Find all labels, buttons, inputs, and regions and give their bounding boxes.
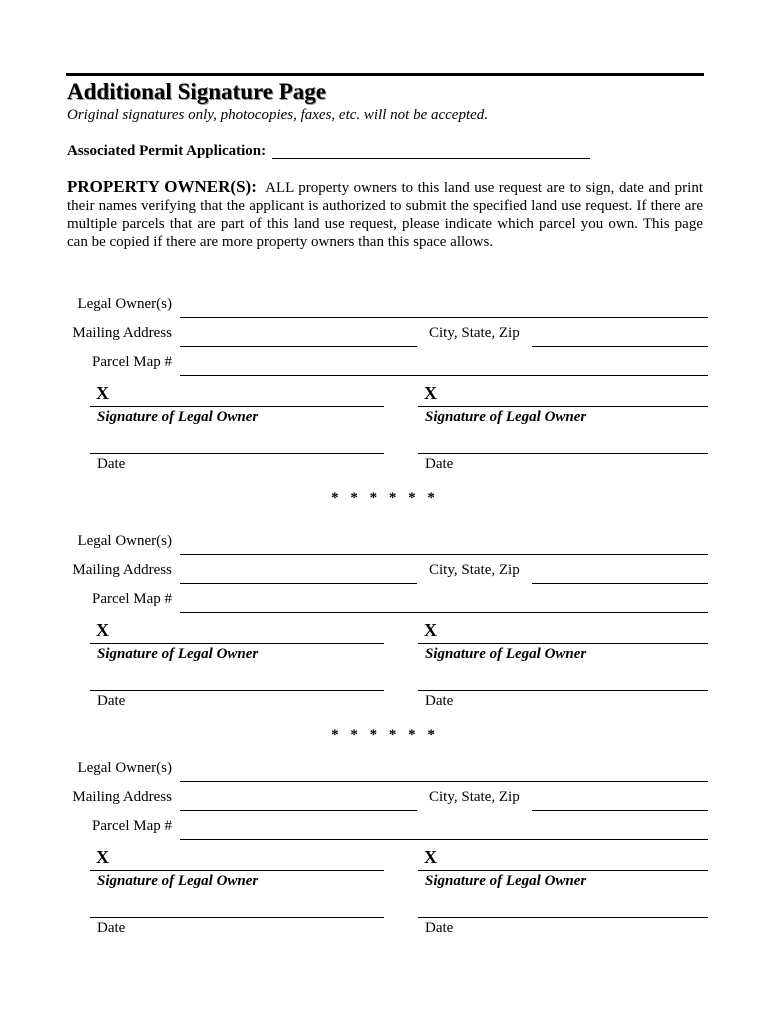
legal-owner-label: Legal Owner(s) bbox=[77, 533, 172, 549]
mailing-address-field[interactable] bbox=[180, 583, 417, 584]
legal-owner-label: Legal Owner(s) bbox=[77, 760, 172, 776]
signature-field-right[interactable] bbox=[418, 870, 708, 871]
signature-x-mark: X bbox=[424, 383, 437, 403]
signature-x-mark: X bbox=[96, 620, 109, 640]
signature-caption-left: Signature of Legal Owner bbox=[97, 646, 259, 662]
city-state-zip-label: City, State, Zip bbox=[429, 325, 520, 341]
date-field-right[interactable] bbox=[418, 917, 708, 918]
city-state-zip-field[interactable] bbox=[532, 583, 708, 584]
block-separator: * * * * * * bbox=[331, 490, 439, 506]
signature-field-left[interactable] bbox=[90, 643, 384, 644]
parcel-map-label: Parcel Map # bbox=[92, 354, 172, 370]
mailing-address-field[interactable] bbox=[180, 346, 417, 347]
signature-x-mark: X bbox=[96, 383, 109, 403]
block-separator: * * * * * * bbox=[331, 727, 439, 743]
parcel-map-field[interactable] bbox=[180, 839, 708, 840]
top-rule bbox=[66, 73, 704, 76]
date-field-left[interactable] bbox=[90, 690, 384, 691]
parcel-map-label: Parcel Map # bbox=[92, 818, 172, 834]
owner-block-1 bbox=[0, 294, 770, 504]
signature-field-right[interactable] bbox=[418, 643, 708, 644]
date-field-right[interactable] bbox=[418, 453, 708, 454]
city-state-zip-label: City, State, Zip bbox=[429, 789, 520, 805]
parcel-map-label: Parcel Map # bbox=[92, 591, 172, 607]
date-label-right: Date bbox=[425, 693, 454, 709]
signature-field-left[interactable] bbox=[90, 870, 384, 871]
date-label-right: Date bbox=[425, 456, 454, 472]
date-field-left[interactable] bbox=[90, 453, 384, 454]
owner-block-3 bbox=[0, 758, 770, 968]
parcel-map-field[interactable] bbox=[180, 612, 708, 613]
date-label-left: Date bbox=[97, 456, 126, 472]
mailing-address-field[interactable] bbox=[180, 810, 417, 811]
legal-owner-label: Legal Owner(s) bbox=[77, 296, 172, 312]
signature-x-mark: X bbox=[96, 847, 109, 867]
mailing-address-label: Mailing Address bbox=[72, 789, 172, 805]
legal-owner-field[interactable] bbox=[180, 317, 708, 318]
signature-field-left[interactable] bbox=[90, 406, 384, 407]
date-label-right: Date bbox=[425, 920, 454, 936]
parcel-map-field[interactable] bbox=[180, 375, 708, 376]
mailing-address-label: Mailing Address bbox=[72, 562, 172, 578]
signature-caption-right: Signature of Legal Owner bbox=[425, 409, 587, 425]
signature-x-mark: X bbox=[424, 620, 437, 640]
date-field-right[interactable] bbox=[418, 690, 708, 691]
associated-permit-field[interactable] bbox=[272, 158, 590, 159]
city-state-zip-field[interactable] bbox=[532, 346, 708, 347]
mailing-address-label: Mailing Address bbox=[72, 325, 172, 341]
signature-field-right[interactable] bbox=[418, 406, 708, 407]
legal-owner-field[interactable] bbox=[180, 554, 708, 555]
page-title: Additional Signature Page bbox=[67, 79, 326, 104]
legal-owner-field[interactable] bbox=[180, 781, 708, 782]
signature-caption-left: Signature of Legal Owner bbox=[97, 409, 259, 425]
date-field-left[interactable] bbox=[90, 917, 384, 918]
owner-block-2 bbox=[0, 531, 770, 741]
page-subtitle: Original signatures only, photocopies, faxes, etc. will not be accepted. bbox=[67, 107, 489, 123]
city-state-zip-field[interactable] bbox=[532, 810, 708, 811]
property-owners-heading: PROPERTY OWNER(S): bbox=[67, 177, 257, 196]
signature-caption-right: Signature of Legal Owner bbox=[425, 646, 587, 662]
property-owners-instructions bbox=[67, 178, 703, 251]
property-owners-text: ALL property owners to this land use request are to sign, date and print their names verifying that the applicant is authorized to submit the specified land use request. If there are multiple parcels that are part of this land use request, please indicate which parcel you own. This page can be copied if there are more property owners than this space allows. bbox=[67, 180, 704, 250]
signature-x-mark: X bbox=[424, 847, 437, 867]
signature-caption-left: Signature of Legal Owner bbox=[97, 873, 259, 889]
associated-permit-label: Associated Permit Application: bbox=[67, 143, 267, 159]
date-label-left: Date bbox=[97, 920, 126, 936]
date-label-left: Date bbox=[97, 693, 126, 709]
city-state-zip-label: City, State, Zip bbox=[429, 562, 520, 578]
signature-caption-right: Signature of Legal Owner bbox=[425, 873, 587, 889]
